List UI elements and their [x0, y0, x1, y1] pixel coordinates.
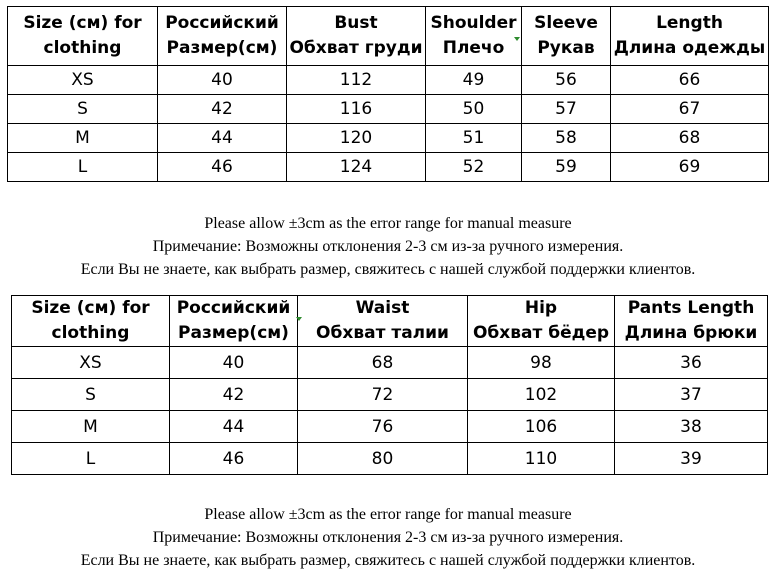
table-row [12, 411, 768, 443]
table-row [12, 379, 768, 411]
cell-waist: 72 [298, 379, 468, 411]
header-waist: Waist Обхват талии [298, 296, 468, 347]
cell-russian-size: 40 [158, 66, 287, 95]
cell-size: M [8, 124, 158, 153]
cell-waist: 80 [298, 443, 468, 475]
cell-russian-size: 40 [170, 347, 298, 379]
note-line-contact: Если Вы не знаете, как выбрать размер, свяжитесь с нашей службой поддержки клиентов. [80, 552, 696, 569]
header-russian-size: Российский Размер(см) [158, 7, 287, 66]
cell-hip: 106 [468, 411, 615, 443]
cell-pants-length: 38 [615, 411, 768, 443]
header-pants-length: Pants Length Длина брюки [615, 296, 768, 347]
cell-russian-size: 46 [158, 153, 287, 182]
note-line-english: Please allow ±3cm as the error range for manual measure [204, 506, 572, 523]
table-header-row [12, 296, 768, 347]
cell-corner-marker [514, 37, 520, 41]
cell-pants-length: 39 [615, 443, 768, 475]
cell-length: 69 [611, 153, 769, 182]
table-row [8, 124, 769, 153]
size-table-tops [7, 6, 769, 182]
table-row [8, 66, 769, 95]
cell-russian-size: 46 [170, 443, 298, 475]
cell-size: L [12, 443, 170, 475]
cell-waist: 68 [298, 347, 468, 379]
cell-sleeve: 56 [522, 66, 611, 95]
header-russian-size: Российский Размер(см) [170, 296, 298, 347]
cell-waist: 76 [298, 411, 468, 443]
cell-corner-marker [296, 317, 302, 321]
cell-shoulder: 50 [426, 95, 522, 124]
cell-shoulder: 49 [426, 66, 522, 95]
note-line-contact: Если Вы не знаете, как выбрать размер, свяжитесь с нашей службой поддержки клиентов. [80, 261, 696, 278]
cell-length: 67 [611, 95, 769, 124]
size-table-pants [11, 295, 768, 475]
header-shoulder: Shoulder Плечо [426, 7, 522, 66]
cell-pants-length: 36 [615, 347, 768, 379]
header-bust: Bust Обхват груди [287, 7, 426, 66]
note-line-russian: Примечание: Возможны отклонения 2-3 см из-за ручного измерения. [152, 238, 624, 255]
measurement-note-2 [0, 503, 776, 572]
cell-sleeve: 59 [522, 153, 611, 182]
cell-shoulder: 51 [426, 124, 522, 153]
header-length: Length Длина одежды [611, 7, 769, 66]
cell-hip: 98 [468, 347, 615, 379]
cell-length: 68 [611, 124, 769, 153]
cell-russian-size: 44 [170, 411, 298, 443]
cell-size: XS [8, 66, 158, 95]
cell-pants-length: 37 [615, 379, 768, 411]
table-row [12, 347, 768, 379]
table-row [8, 95, 769, 124]
cell-bust: 120 [287, 124, 426, 153]
header-size: Size (см) for clothing [8, 7, 158, 66]
cell-shoulder: 52 [426, 153, 522, 182]
cell-size: L [8, 153, 158, 182]
cell-sleeve: 57 [522, 95, 611, 124]
cell-size: S [12, 379, 170, 411]
cell-bust: 116 [287, 95, 426, 124]
table-header-row [8, 7, 769, 66]
header-sleeve: Sleeve Рукав [522, 7, 611, 66]
header-size: Size (см) for clothing [12, 296, 170, 347]
cell-sleeve: 58 [522, 124, 611, 153]
note-line-russian: Примечание: Возможны отклонения 2-3 см из-за ручного измерения. [152, 529, 624, 546]
note-line-english: Please allow ±3cm as the error range for manual measure [204, 215, 572, 232]
cell-bust: 124 [287, 153, 426, 182]
cell-russian-size: 42 [158, 95, 287, 124]
cell-russian-size: 44 [158, 124, 287, 153]
table-row [8, 153, 769, 182]
cell-size: S [8, 95, 158, 124]
cell-bust: 112 [287, 66, 426, 95]
cell-russian-size: 42 [170, 379, 298, 411]
cell-hip: 102 [468, 379, 615, 411]
table-row [12, 443, 768, 475]
header-hip: Hip Обхват бёдер [468, 296, 615, 347]
cell-hip: 110 [468, 443, 615, 475]
measurement-note-1 [0, 212, 776, 281]
cell-size: M [12, 411, 170, 443]
cell-size: XS [12, 347, 170, 379]
cell-length: 66 [611, 66, 769, 95]
